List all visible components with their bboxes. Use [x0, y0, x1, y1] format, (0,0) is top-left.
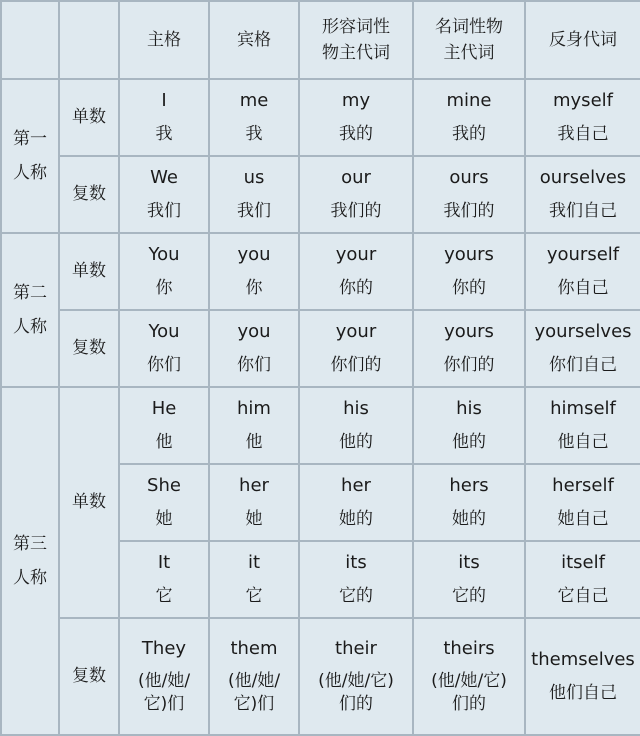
cell-adj: [299, 310, 413, 387]
cell-english-text: you: [237, 243, 271, 265]
cell-english-text: them: [230, 638, 278, 660]
header-noun-line1: 名词性物: [435, 16, 503, 37]
cell-chinese-text: 她自己: [557, 509, 609, 530]
header-reflexive: 反身代词: [525, 1, 640, 79]
cell-adj: [299, 387, 413, 464]
cell-adj: [299, 79, 413, 156]
cell-adj: [299, 541, 413, 618]
cell-english-text: its: [345, 551, 367, 573]
cell-reflexive: [525, 310, 640, 387]
header-noun-possessive: [413, 1, 525, 79]
cell-adj: [299, 156, 413, 233]
cell-english-text: ourselves: [539, 166, 627, 188]
header-adj-line1: 形容词性: [322, 16, 390, 37]
cell-chinese-text: (他/她/: [227, 670, 281, 691]
cell-noun: [413, 233, 525, 310]
cell-chinese-text: 它的: [452, 586, 486, 607]
cell-chinese-text: 你的: [452, 278, 486, 299]
cell-chinese-text: 他的: [452, 432, 486, 453]
cell-chinese-text: 他自己: [557, 432, 609, 453]
cell-english-text: yours: [444, 243, 494, 265]
cell-reflexive: [525, 464, 640, 541]
cell-chinese-text: 它的: [339, 586, 373, 607]
header-adjective-possessive: [299, 1, 413, 79]
cell-chinese-text: 它)们: [233, 693, 275, 714]
cell-noun: [413, 464, 525, 541]
cell-chinese-text: 我的: [339, 124, 373, 145]
cell-object: [209, 310, 299, 387]
cell-noun: [413, 79, 525, 156]
cell-english-text: hers: [449, 474, 489, 496]
cell-chinese-text: 我: [155, 124, 173, 145]
cell-chinese-text: 他的: [339, 432, 373, 453]
cell-subject: [119, 541, 209, 618]
cell-english-text: our: [341, 166, 371, 188]
cell-english-text: it: [247, 551, 261, 573]
cell-chinese-text: 你的: [339, 278, 373, 299]
person-third-line1: 第三: [13, 534, 47, 554]
person-first: [1, 79, 59, 233]
cell-english-text: you: [237, 320, 271, 342]
person-second-line2: 人称: [13, 317, 47, 337]
cell-chinese-text: 她的: [339, 509, 373, 530]
cell-chinese-text: 你: [245, 278, 263, 299]
cell-chinese-text: 它: [155, 586, 173, 607]
cell-english-text: We: [150, 166, 178, 188]
cell-object: [209, 79, 299, 156]
cell-english-text: their: [335, 638, 377, 660]
cell-chinese-text: 我自己: [557, 124, 609, 145]
cell-noun: [413, 387, 525, 464]
cell-chinese-text: 你们的: [330, 355, 382, 376]
person-first-line2: 人称: [13, 163, 47, 183]
cell-noun: [413, 310, 525, 387]
person-first-line1: 第一: [13, 129, 47, 149]
cell-chinese-text: 们的: [452, 693, 486, 714]
cell-english-text: her: [239, 474, 269, 496]
cell-english-text: myself: [553, 89, 613, 111]
number-plural: 复数: [59, 156, 119, 233]
cell-english-text: mine: [446, 89, 492, 111]
cell-english-text: himself: [550, 397, 616, 419]
cell-english-text: It: [157, 551, 171, 573]
cell-chinese-text: 我们: [237, 201, 271, 222]
cell-adj: [299, 464, 413, 541]
cell-chinese-text: 我们的: [443, 201, 495, 222]
cell-chinese-text: 她: [155, 509, 173, 530]
cell-english-text: ours: [449, 166, 489, 188]
cell-english-text: me: [239, 89, 269, 111]
header-subject: 主格: [119, 1, 209, 79]
number-singular: 单数: [59, 387, 119, 618]
cell-chinese-text: 你自己: [557, 278, 609, 299]
table-row: [1, 387, 640, 464]
person-second: [1, 233, 59, 387]
cell-chinese-text: 我们: [147, 201, 181, 222]
cell-chinese-text: 你们: [147, 355, 181, 376]
header-row: [1, 1, 640, 79]
cell-noun: [413, 618, 525, 735]
cell-adj: [299, 618, 413, 735]
cell-english-text: yours: [444, 320, 494, 342]
cell-chinese-text: (他/她/它): [318, 670, 394, 691]
number-plural: 复数: [59, 310, 119, 387]
cell-subject: [119, 387, 209, 464]
cell-english-text: its: [458, 551, 480, 573]
corner-cell: [1, 1, 59, 79]
cell-reflexive: [525, 233, 640, 310]
cell-english-text: yourself: [546, 243, 620, 265]
table-row: [1, 79, 640, 156]
cell-chinese-text: 它: [245, 586, 263, 607]
cell-reflexive: [525, 618, 640, 735]
cell-english-text: She: [147, 474, 181, 496]
cell-chinese-text: 你们: [237, 355, 271, 376]
cell-english-text: her: [341, 474, 371, 496]
cell-noun: [413, 156, 525, 233]
cell-chinese-text: 她的: [452, 509, 486, 530]
cell-subject: [119, 79, 209, 156]
cell-english-text: your: [335, 320, 377, 342]
cell-object: [209, 618, 299, 735]
cell-english-text: He: [151, 397, 177, 419]
cell-chinese-text: 它自己: [557, 586, 609, 607]
person-third: [1, 387, 59, 735]
cell-english-text: his: [343, 397, 369, 419]
cell-english-text: You: [148, 320, 180, 342]
table-row: [1, 233, 640, 310]
cell-chinese-text: 我的: [452, 124, 486, 145]
person-third-line2: 人称: [13, 568, 47, 588]
cell-subject: [119, 464, 209, 541]
cell-object: [209, 156, 299, 233]
person-second-line1: 第二: [13, 283, 47, 303]
cell-chinese-text: 她: [245, 509, 263, 530]
cell-subject: [119, 310, 209, 387]
cell-chinese-text: (他/她/: [137, 670, 191, 691]
cell-english-text: his: [456, 397, 482, 419]
corner-cell-2: [59, 1, 119, 79]
cell-adj: [299, 233, 413, 310]
cell-object: [209, 541, 299, 618]
cell-english-text: I: [161, 89, 167, 111]
cell-chinese-text: 你: [155, 278, 173, 299]
cell-reflexive: [525, 387, 640, 464]
cell-subject: [119, 233, 209, 310]
cell-object: [209, 233, 299, 310]
cell-english-text: yourselves: [534, 320, 632, 342]
cell-chinese-text: 他: [245, 432, 263, 453]
cell-chinese-text: 他: [155, 432, 173, 453]
cell-english-text: itself: [561, 551, 605, 573]
table-row: [1, 310, 640, 387]
cell-subject: [119, 156, 209, 233]
cell-english-text: him: [237, 397, 271, 419]
cell-english-text: your: [335, 243, 377, 265]
cell-english-text: They: [141, 638, 187, 660]
cell-subject: [119, 618, 209, 735]
cell-english-text: theirs: [443, 638, 495, 660]
table-row: [1, 156, 640, 233]
cell-reflexive: [525, 156, 640, 233]
cell-noun: [413, 541, 525, 618]
cell-english-text: herself: [552, 474, 614, 496]
cell-chinese-text: 它)们: [143, 693, 185, 714]
cell-english-text: my: [341, 89, 371, 111]
cell-chinese-text: 我们的: [330, 201, 382, 222]
cell-chinese-text: 们的: [339, 693, 373, 714]
cell-english-text: themselves: [531, 648, 635, 670]
header-adj-line2: 物主代词: [322, 43, 390, 63]
cell-object: [209, 464, 299, 541]
cell-chinese-text: 你们自己: [549, 355, 617, 376]
header-object: 宾格: [209, 1, 299, 79]
cell-reflexive: [525, 79, 640, 156]
header-noun-line2: 主代词: [443, 43, 495, 63]
number-plural: 复数: [59, 618, 119, 735]
cell-english-text: us: [243, 166, 265, 188]
cell-chinese-text: (他/她/它): [431, 670, 507, 691]
table-row: [1, 618, 640, 735]
cell-reflexive: [525, 541, 640, 618]
cell-chinese-text: 我: [245, 124, 263, 145]
number-singular: 单数: [59, 233, 119, 310]
cell-english-text: You: [148, 243, 180, 265]
cell-chinese-text: 你们的: [443, 355, 495, 376]
cell-chinese-text: 我们自己: [549, 201, 617, 222]
number-singular: 单数: [59, 79, 119, 156]
cell-chinese-text: 他们自己: [549, 683, 617, 704]
cell-object: [209, 387, 299, 464]
